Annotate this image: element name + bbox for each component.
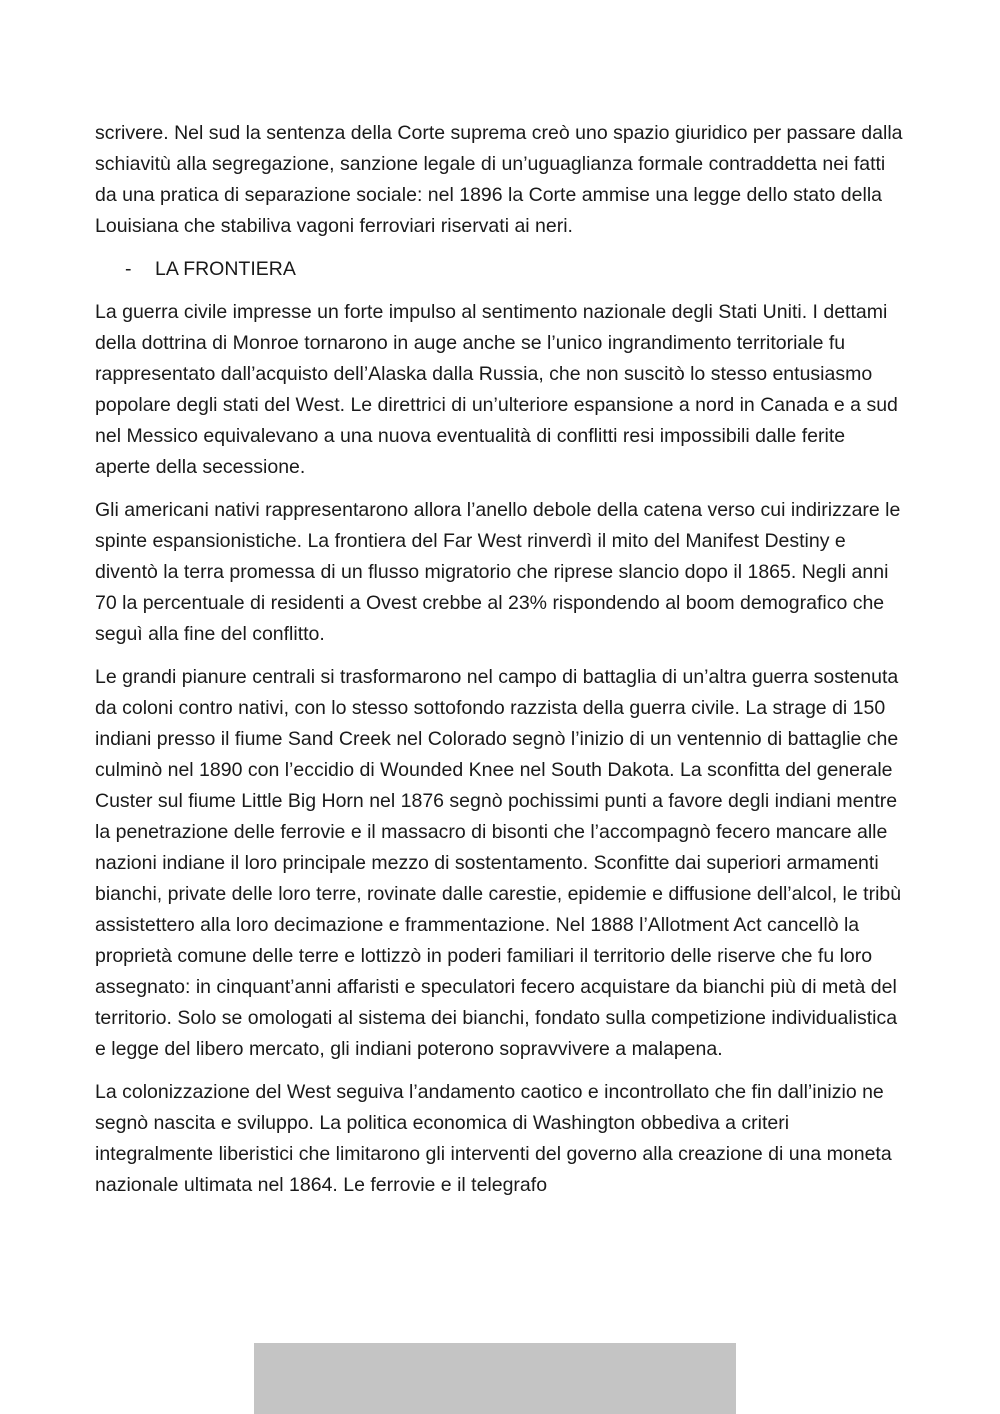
paragraph-pianure: Le grandi pianure centrali si trasformarono nel campo di battaglia di un’altra guerra sostenuta da coloni contro nativi, con lo stesso sottofondo razzista della guerra civile. La strage di 150 indiani presso il fiume Sand Creek nel Colorado segnò l’inizio di un ventennio di battaglie che culminò nel 1890 con l’eccidio di Wounded Knee nel South Dakota. La sconfitta del generale Custer sul fiume Little Big Horn nel 1876 segnò pochissimi punti a favore degli indiani mentre la penetrazione delle ferrovie e il massacro di bisonti che l’accompagnò fecero mancare alle nazioni indiane il loro principale mezzo di sostentamento. Sconfitte dai superiori armamenti bianchi, private delle loro terre, rovinate dalle carestie, epidemie e diffusione dell’alcol, le tribù assistettero alla loro decimazione e frammentazione. Nel 1888 l’Allotment Act cancellò la proprietà comune delle terre e lottizzò in poderi familiari il territorio delle riserve che fu loro assegnato: in cinquant’anni affaristi e speculatori fecero acquistare da bianchi più di metà del territorio. Solo se omologati al sistema dei bianchi, fondato sulla competizione individualistica e legge del libero mercato, gli indiani poterono sopravvivere a malapena. <box>95 666 902 1060</box>
paragraph-intro: scrivere. Nel sud la sentenza della Corte suprema creò uno spazio giuridico per passare dalla schiavitù alla segregazione, sanzione legale di un’uguaglianza formale contraddetta nei fatti da una pratica di separazione sociale: nel 1896 la Corte ammise una legge dello stato della Louisiana che stabiliva vagoni ferroviari riservati ai neri. <box>95 122 903 237</box>
section-bullet: - <box>125 258 132 280</box>
section-heading-row <box>95 254 905 285</box>
paragraph-colonizzazione: La colonizzazione del West seguiva l’andamento caotico e incontrollato che fin dall’inizio ne segnò nascita e sviluppo. La politica economica di Washington obbediva a criteri integralmente liberistici che limitarono gli interventi del governo alla creazione di una moneta nazionale ultimata nel 1864. Le ferrovie e il telegrafo <box>95 1081 892 1196</box>
paragraph-nativi: Gli americani nativi rappresentarono allora l’anello debole della catena verso cui indirizzare le spinte espansionistiche. La frontiera del Far West rinverdì il mito del Manifest Destiny e diventò la terra promessa di un flusso migratorio che riprese slancio dopo il 1865. Negli anni 70 la percentuale di residenti a Ovest crebbe al 23% rispondendo al boom demografico che seguì alla fine del conflitto. <box>95 499 901 645</box>
document-body <box>95 118 905 1213</box>
footer-bar <box>254 1343 736 1414</box>
section-heading: LA FRONTIERA <box>155 258 296 280</box>
paragraph-sentimento-nazionale: La guerra civile impresse un forte impulso al sentimento nazionale degli Stati Uniti. I dettami della dottrina di Monroe tornarono in auge anche se l’unico ingrandimento territoriale fu rappresentato dall’acquisto dell’Alaska dalla Russia, che non suscitò lo stesso entusiasmo popolare degli stati del West. Le direttrici di un’ulteriore espansione a nord in Canada e a sud nel Messico equivalevano a una nuova eventualità di conflitti resi impossibili dalle ferite aperte della secessione. <box>95 301 898 478</box>
